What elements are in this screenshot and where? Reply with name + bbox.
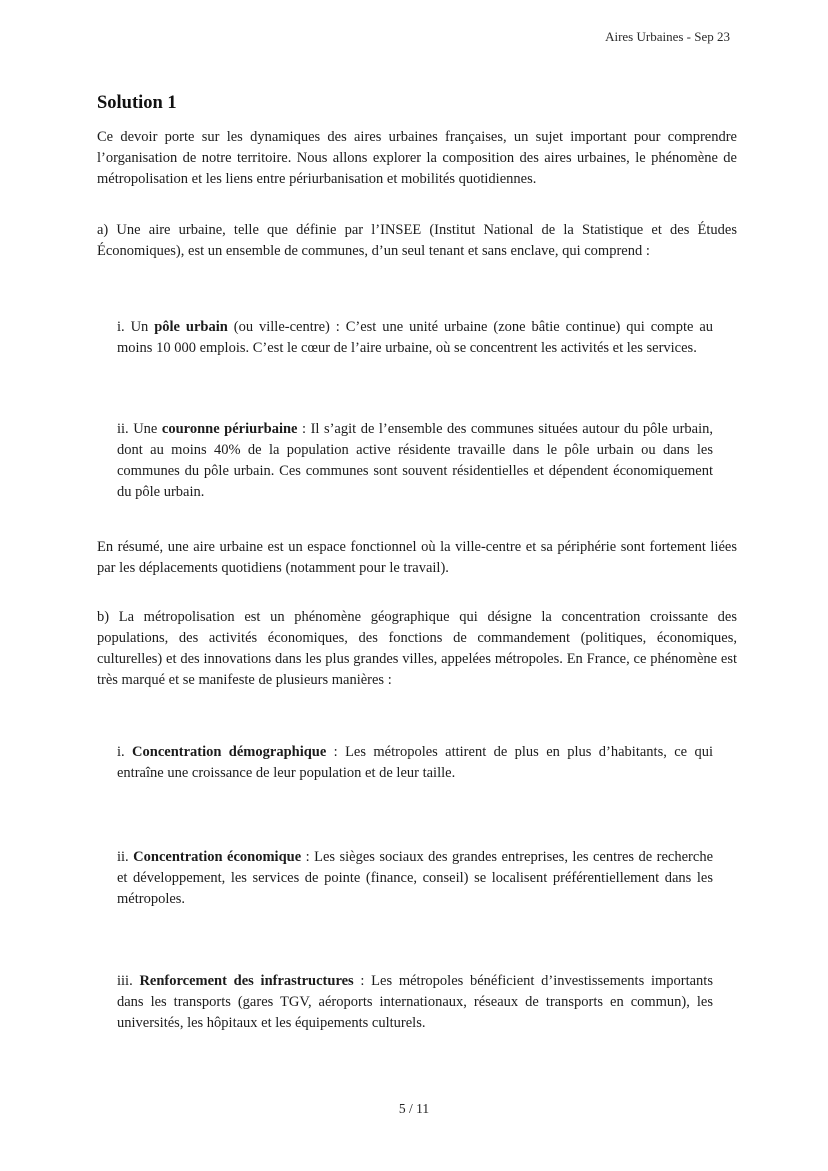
item-bold-term: couronne périurbaine <box>161 421 298 437</box>
intro-paragraph: Ce devoir porte sur les dynamiques des aires urbaines françaises, un sujet important pour comprendre l’organisation de notre territoire. Nous allons explorer la composition des aires urbaines, le phénomène de métropolisation et les liens entre périurbanisation et mobilités quotidiennes. <box>97 129 737 187</box>
list-item-b-iii <box>117 971 713 1034</box>
item-body-text: : Les métropoles attirent de plus en plus d’habitants, ce qui entraîne une croissance de leur population et de leur taille. <box>117 744 713 781</box>
item-marker-text: ii. Une <box>117 421 162 437</box>
item-marker-text: iii. <box>117 973 140 989</box>
page-title: Solution 1 <box>97 93 177 113</box>
section-a-summary: En résumé, une aire urbaine est un espace fonctionnel où la ville-centre et sa périphérie sont fortement liées par les déplacements quotidiens (notamment pour le travail). <box>97 539 737 576</box>
section-a-lead: a) Une aire urbaine, telle que définie par l’INSEE (Institut National de la Statistique et des Études Économiques), est un ensemble de communes, d’un seul tenant et sans enclave, qui comprend : <box>97 222 737 259</box>
item-marker-text: ii. <box>117 849 134 865</box>
item-body-text: (ou ville-centre) : C’est une unité urbaine (zone bâtie continue) qui compte au moins 10 000 emplois. C’est le cœur de l’aire urbaine, où se concentrent les activités et les services. <box>117 319 714 356</box>
page-number: 5 / 11 <box>398 1101 430 1116</box>
list-item-a-ii <box>117 419 713 503</box>
section-b-lead: b) La métropolisation est un phénomène géographique qui désigne la concentration croissante des populations, des activités économiques, des fonctions de commandement (politiques, économiques, culturelles) et des innovations dans les plus grandes villes, appelées métropoles. En France, ce phénomène est très marqué et se manifeste de plusieurs manières : <box>97 609 737 688</box>
item-marker-text: i. <box>117 744 133 760</box>
list-item-b-ii <box>117 847 713 910</box>
item-body-text: : Il s’agit de l’ensemble des communes situées autour du pôle urbain, dont au moins 40% de la population active résidente travaille dans le pôle urbain ou dans les communes du pôle urbain. Ces communes sont souvent résidentielles et dépendent économiquement du pôle urbain. <box>117 421 713 500</box>
item-body-text: : Les sièges sociaux des grandes entreprises, les centres de recherche et développement, les services de pointe (finance, conseil) se localisent préférentiellement dans les métropoles. <box>117 849 714 907</box>
item-body-text: : Les métropoles bénéficient d’investissements importants dans les transports (gares TGV, aéroports internationaux, réseaux de transports en commun), les universités, les hôpitaux et les équipements culturels. <box>117 973 713 1031</box>
item-marker-text: i. Un <box>117 319 155 335</box>
item-bold-term: Renforcement des infrastructures <box>139 973 354 989</box>
list-item-b-i <box>117 742 713 784</box>
item-bold-term: Concentration économique <box>133 849 302 865</box>
running-header: Aires Urbaines - Sep 23 <box>605 29 730 44</box>
item-bold-term: pôle urbain <box>154 319 228 335</box>
list-item-a-i <box>117 317 713 359</box>
item-bold-term: Concentration démographique <box>132 744 327 760</box>
